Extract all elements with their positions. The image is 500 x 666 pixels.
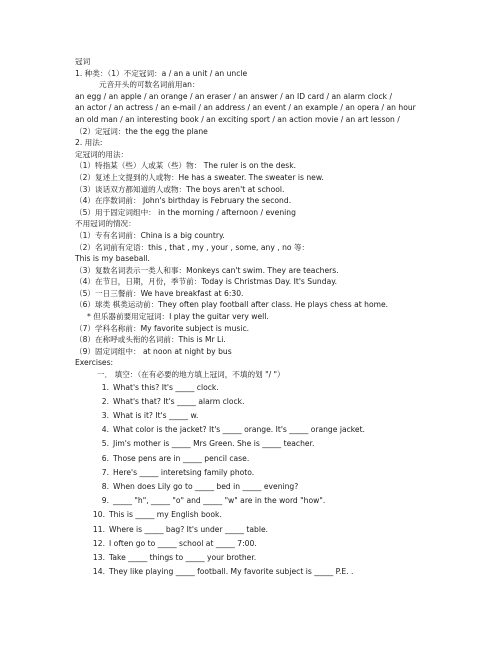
question-text: What's this? It's _____ clock. <box>113 382 219 392</box>
text-line: an actor / an actress / an e-mail / an address / an event / an example / an opera / an hour <box>75 103 416 113</box>
text-line: * 但乐器前要用定冠词：I play the guitar very well. <box>87 312 269 322</box>
text-line: 不用冠词的情况： <box>75 219 136 229</box>
question-text: This is _____ my English book. <box>109 510 222 520</box>
text-line: 定冠词的用法： <box>75 149 129 159</box>
question-item <box>75 551 500 565</box>
question-number: 13. <box>92 553 105 563</box>
question-number: 8. <box>101 482 109 492</box>
question-number: 6. <box>101 453 109 463</box>
question-item <box>75 466 500 480</box>
text-line: （6）球类 棋类运动前：They often play football after class. He plays chess at home. <box>75 300 389 310</box>
question-text: What color is the jacket? It's _____ orange. It's _____ orange jacket. <box>113 425 365 435</box>
question-item <box>75 437 500 451</box>
question-item <box>75 537 500 551</box>
text-line: （1）特指某（些）人或某（些）物： The ruler is on the desk. <box>75 161 297 171</box>
question-number: 10. <box>92 510 105 520</box>
question-item <box>75 494 500 508</box>
question-number: 1. <box>101 382 109 392</box>
question-text: Those pens are in _____ pencil case. <box>113 453 250 463</box>
text-line: an old man / an interesting book / an exciting sport / an action movie / an art lesson / <box>75 114 400 124</box>
text-line: （2）定冠词：the the egg the plane <box>75 126 208 136</box>
question-text: They like playing _____ football. My favorite subject is _____ P.E. . <box>109 567 354 577</box>
exercise-instruction: 一． 填空：（在有必要的地方填上冠词，不填的划 "/ "） <box>97 370 285 380</box>
text-line: （3）谈话双方都知道的人或物：The boys aren't at school. <box>75 184 285 194</box>
question-number: 4. <box>101 425 109 435</box>
question-item <box>75 565 500 579</box>
question-text: What's that? It's _____ alarm clock. <box>113 396 245 406</box>
text-line: （4）在序数词前： John's birthday is February the second. <box>75 196 292 206</box>
text-line: （5）一日三餐前：We have breakfast at 6:30. <box>75 288 244 298</box>
question-text: Where is _____ bag? It's under _____ table. <box>109 524 269 534</box>
question-text: Here's _____ interetsing family photo. <box>113 467 255 477</box>
question-text: I often go to _____ school at _____ 7:00. <box>109 538 257 548</box>
question-number: 3. <box>101 411 109 421</box>
question-number: 12. <box>92 538 105 548</box>
question-item <box>75 523 500 537</box>
text-line: （4）在节日，日期，月份，季节前：Today is Christmas Day. It's Sunday. <box>75 277 338 287</box>
exercises-heading: Exercises: <box>75 358 114 368</box>
question-number: 14. <box>92 567 105 577</box>
text-line: This is my baseball. <box>75 254 150 264</box>
question-number: 5. <box>101 439 109 449</box>
text-line: （9）固定词组中： at noon at night by bus <box>75 346 232 356</box>
text-line: 1. 种类：（1）不定冠词：a / an a unit / an uncle <box>75 68 248 78</box>
text-line: （5）用于固定词组中： in the morning / afternoon / evening <box>75 207 296 217</box>
question-text: When does Lily go to _____ bed in _____ evening? <box>113 482 299 492</box>
question-text: Jim's mother is _____ Mrs Green. She is _____ teacher. <box>113 439 315 449</box>
question-number: 2. <box>101 396 109 406</box>
question-item <box>75 508 500 522</box>
question-text: Take _____ things to _____ your brother. <box>109 553 257 563</box>
question-number: 9. <box>101 496 109 506</box>
text-line: （8）在称呼或头衔的名词前：This is Mr Li. <box>75 335 226 345</box>
text-line: （2）复述上文提到的人或物：He has a sweater. The sweater is new. <box>75 172 324 182</box>
question-item <box>75 480 500 494</box>
text-line: （2）名词前有定语：this , that , my , your , some, any , no 等： <box>75 242 310 252</box>
question-item <box>75 395 500 409</box>
question-number: 7. <box>101 467 109 477</box>
question-item <box>75 381 500 395</box>
text-line: an egg / an apple / an orange / an eraser / an answer / an ID card / an alarm clock / <box>75 91 393 101</box>
section-heading: 2. 用法: <box>75 138 103 148</box>
text-line: （7）学科名称前：My favorite subject is music. <box>75 323 250 333</box>
text-line: 元音开头的可数名词前用an： <box>99 80 200 90</box>
text-line: （3）复数名词表示一类人和事：Monkeys can't swim. They are teachers. <box>75 265 339 275</box>
question-text: What is it? It's _____ w. <box>113 411 199 421</box>
document-title: 冠词 <box>75 57 91 66</box>
question-text: _____ "h", _____ "o" and _____ "w" are in the word "how". <box>113 496 326 506</box>
text-line: （1）专有名词前：China is a big country. <box>75 230 225 240</box>
question-item <box>75 452 500 466</box>
question-number: 11. <box>92 524 105 534</box>
question-list <box>75 381 500 580</box>
question-item <box>75 423 500 437</box>
question-item <box>75 409 500 423</box>
